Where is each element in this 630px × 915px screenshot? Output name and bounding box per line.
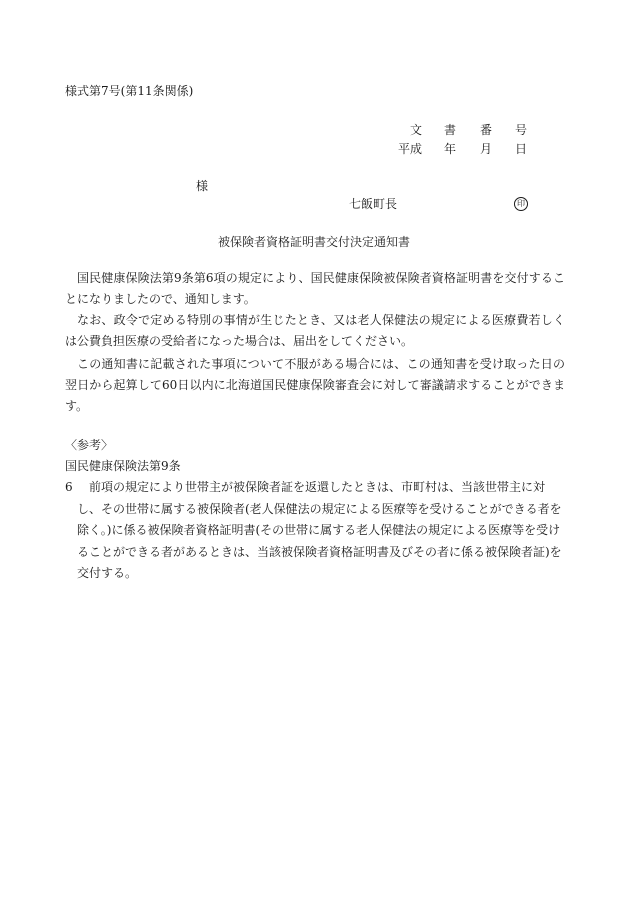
- doc-number-label-2: 書: [444, 123, 457, 137]
- doc-number-label-4: 号: [515, 123, 528, 137]
- reference-law: 国民健康保険法第9条: [65, 459, 181, 473]
- body-paragraph-2: なお、政令で定める特別の事情が生じたとき、又は老人保健法の規定による医療費若しくは公費負担医療の受給者になった場合は、届出をしてください。: [65, 313, 565, 348]
- form-number: 様式第7号(第11条関係): [65, 84, 194, 98]
- seal-mark: 印: [514, 197, 528, 211]
- reference-item-text: 前項の規定により世帯主が被保険者証を返還したときは、市町村は、当該世帯主に対し、その世帯に属する被保険者(老人保健法の規定による医療等を受けることができる者を除く。)に係る被保険者資格証明書(その世帯に属する老人保健法の規定による医療等を受けることができる者があるときは、当該被保険者資格証明書及びその者に係る被保険者証)を交付する。: [77, 480, 562, 580]
- body-paragraph-1: 国民健康保険法第9条第6項の規定により、国民健康保険被保険者資格証明書を交付することになりましたので、通知します。: [65, 271, 565, 306]
- addressee-suffix: 様: [196, 179, 209, 193]
- document-title: 被保険者資格証明書交付決定通知書: [218, 235, 411, 249]
- appeal-notice: [65, 354, 565, 417]
- doc-number-label-3: 番: [480, 123, 493, 137]
- date-month-label: 月: [480, 142, 493, 156]
- reference-heading: 〈参考〉: [65, 438, 114, 452]
- reference-item: [65, 477, 567, 585]
- reference-item-number: 6: [65, 480, 73, 494]
- notice-body: [65, 268, 565, 352]
- issuer-name: 七飯町長: [349, 197, 398, 211]
- body-paragraph-3: この通知書に記載された事項について不服がある場合には、この通知書を受け取った日の翌日から起算して60日以内に北海道国民健康保険審査会に対して審議請求することができます。: [65, 357, 565, 413]
- date-era: 平成: [398, 142, 423, 156]
- date-day-label: 日: [515, 142, 528, 156]
- date-year-label: 年: [444, 142, 457, 156]
- doc-number-label-1: 文: [410, 123, 423, 137]
